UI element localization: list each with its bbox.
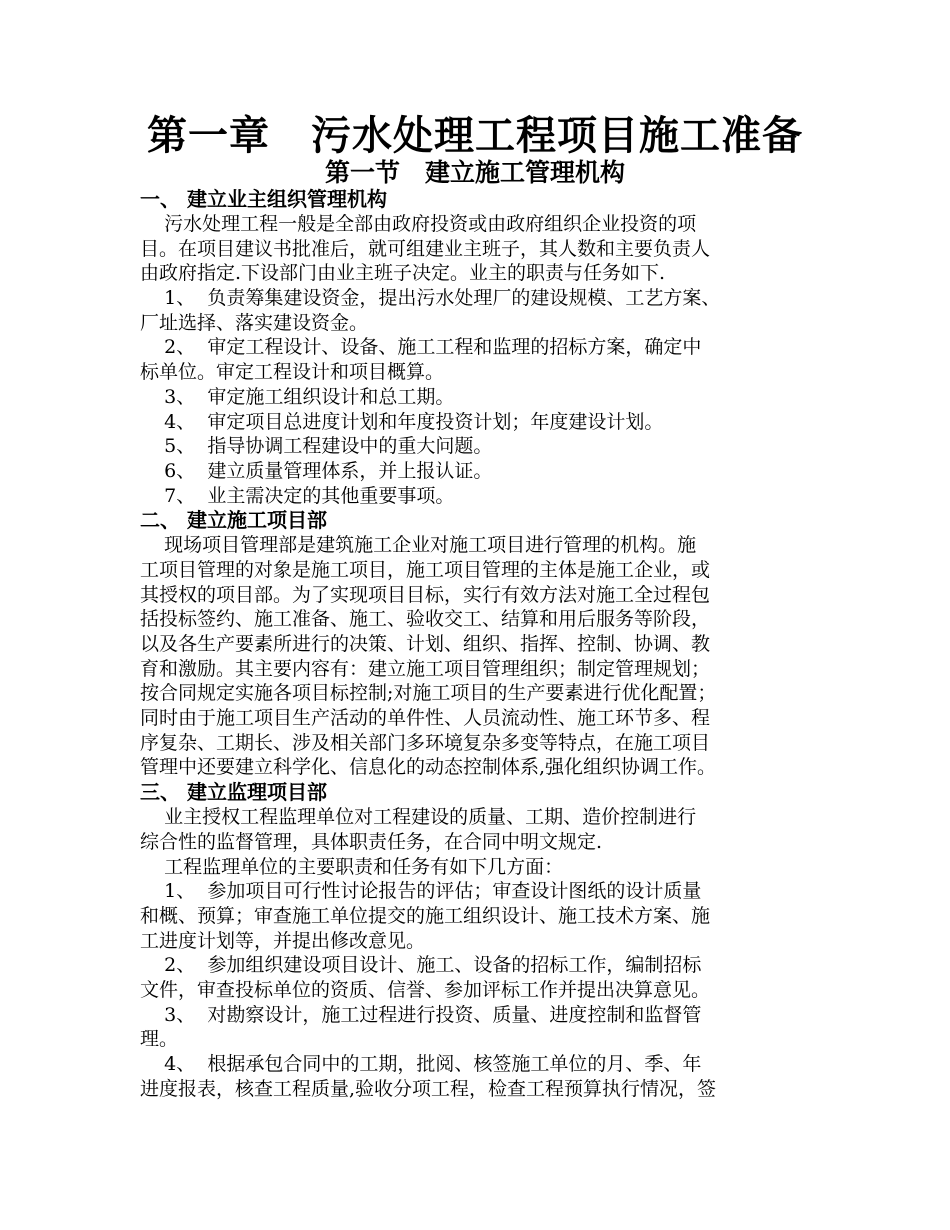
paragraph-line: 厂址选择、落实建设资金。 [140, 311, 369, 334]
paragraph-line: 6、 建立质量管理体系，并上报认证。 [140, 459, 493, 482]
paragraph-line: 括投标签约、施工准备、施工、验收交工、结算和用后服务等阶段， [140, 608, 711, 631]
paragraph-line: 由政府指定.下设部门由业主班子决定。业主的职责与任务如下. [140, 262, 666, 285]
paragraph-line: 2、 参加组织建设项目设计、施工、设备的招标工作，编制招标 [140, 954, 702, 977]
paragraph-line: 4、 审定项目总进度计划和年度投资计划；年度建设计划。 [140, 410, 664, 433]
paragraph-line: 业主授权工程监理单位对工程建设的质量、工期、造价控制进行 [140, 806, 697, 829]
document-body [140, 187, 810, 1101]
paragraph-line: 综合性的监督管理，具体职责任务，在合同中明文规定. [140, 830, 603, 853]
section-heading: 一、 建立业主组织管理机构 [140, 187, 387, 211]
paragraph-line: 污水处理工程一般是全部由政府投资或由政府组织企业投资的项 [140, 213, 697, 235]
paragraph-line: 进度报表，核查工程质量,验收分项工程，检查工程预算执行情况，签 [140, 1077, 717, 1100]
paragraph-line: 2、 审定工程设计、设备、施工工程和监理的招标方案，确定中 [140, 336, 702, 359]
chapter-title: 第一章 污水处理工程项目施工准备 [147, 112, 803, 159]
paragraph-line: 4、 根据承包合同中的工期，批阅、核签施工单位的月、季、年 [140, 1053, 702, 1075]
paragraph-line: 文件，审查投标单位的资质、信誉、参加评标工作并提出决算意见。 [140, 978, 711, 1001]
paragraph-line: 7、 业主需决定的其他重要事项。 [140, 484, 455, 507]
paragraph-line: 工程监理单位的主要职责和任务有如下几方面： [140, 855, 564, 878]
paragraph-line: 以及各生产要素所进行的决策、计划、组织、指挥、控制、协调、教 [140, 633, 711, 655]
paragraph-line: 现场项目管理部是建筑施工企业对施工项目进行管理的机构。施 [140, 534, 697, 557]
paragraph-line: 按合同规定实施各项目标控制;对施工项目的生产要素进行优化配置； [140, 682, 717, 705]
paragraph-line: 理。 [140, 1028, 179, 1051]
section-heading: 三、 建立监理项目部 [140, 780, 327, 805]
paragraph-line: 3、 审定施工组织设计和总工期。 [140, 385, 455, 408]
paragraph-line: 序复杂、工期长、涉及相关部门多环境复杂多变等特点，在施工项目 [140, 731, 711, 754]
paragraph-line: 1、 负责筹集建设资金，提出污水处理厂的建设规模、工艺方案、 [140, 287, 721, 310]
paragraph-line: 和概、预算；审查施工单位提交的施工组织设计、施工技术方案、施 [140, 904, 711, 927]
paragraph-line: 5、 指导协调工程建设中的重大问题。 [140, 435, 493, 458]
paragraph-line: 3、 对勘察设计，施工过程进行投资、质量、进度控制和监督管 [140, 1003, 702, 1026]
paragraph-line: 管理中还要建立科学化、信息化的动态控制体系,强化组织协调工作。 [140, 756, 717, 779]
paragraph-line: 工进度计划等，并提出修改意见。 [140, 929, 426, 952]
paragraph-line: 其授权的项目部。为了实现项目目标，实行有效方法对施工全过程包 [140, 583, 711, 606]
section-title: 第一节 建立施工管理机构 [324, 158, 625, 187]
paragraph-line: 育和激励。其主要内容有：建立施工项目管理组织；制定管理规划； [140, 657, 711, 680]
paragraph-line: 同时由于施工项目生产活动的单件性、人员流动性、施工环节多、程 [140, 707, 711, 730]
paragraph-line: 标单位。审定工程设计和项目概算。 [140, 361, 445, 384]
paragraph-line: 1、 参加项目可行性讨论报告的评估；审查设计图纸的设计质量 [140, 880, 702, 903]
paragraph-line: 目。在项目建议书批准后，就可组建业主班子，其人数和主要负责人 [140, 237, 711, 260]
paragraph-line: 工项目管理的对象是施工项目，施工项目管理的主体是施工企业，或 [140, 558, 711, 581]
section-heading: 二、 建立施工项目部 [140, 508, 327, 533]
